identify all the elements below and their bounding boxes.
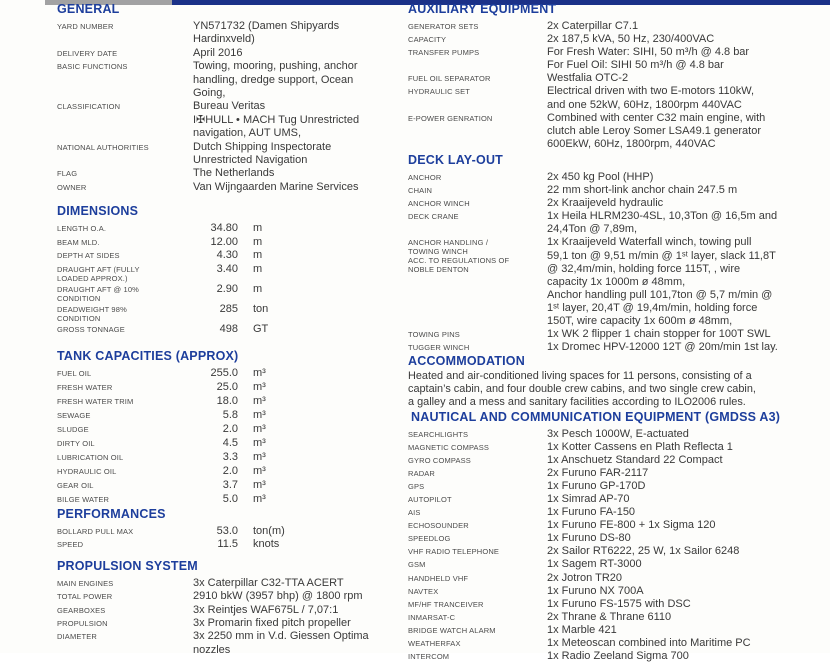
spec-value: 3x 2250 mm in V.d. Giessen Optima nozzles xyxy=(193,630,369,656)
spec-value: 2x Thrane & Thrane 6110 xyxy=(547,610,672,623)
spec-label: VHF RADIO TELEPHONE xyxy=(408,547,500,557)
spec-row xyxy=(57,367,402,380)
spec-row xyxy=(57,381,402,394)
spec-number: 4.5 xyxy=(222,436,238,449)
spec-row xyxy=(408,441,832,454)
spec-row xyxy=(408,467,832,480)
spec-row xyxy=(57,451,402,464)
spec-label: BILGE WATER xyxy=(57,494,110,504)
spec-label: AUTOPILOT xyxy=(408,495,452,504)
spec-value: 3x Reintjes WAF675L / 7,07:1 xyxy=(193,603,339,616)
spec-unit: knots xyxy=(253,538,280,551)
spec-unit: ton(m) xyxy=(253,524,285,537)
spec-label: AIS xyxy=(408,508,421,518)
section-performances xyxy=(57,507,402,552)
spec-number: 3.40 xyxy=(216,262,238,275)
spec-value: 1x Heila HLRM230-4SL, 10,3Ton @ 16,5m and 24,4Ton @ 7,89m, xyxy=(547,210,778,236)
spec-row xyxy=(57,617,402,630)
spec-value: 1x Sagem RT-3000 xyxy=(547,558,642,571)
spec-row xyxy=(57,303,402,323)
spec-value: 2x Furuno FAR-2117 xyxy=(547,466,649,479)
spec-label: WEATHERFAX xyxy=(408,639,461,649)
section-accommodation xyxy=(408,354,832,409)
spec-value: 3x Pesch 1000W, E-actuated xyxy=(547,427,689,440)
spec-unit: m³ xyxy=(253,464,266,477)
section-title-propulsion-system: PROPULSION SYSTEM xyxy=(57,558,198,573)
section-title-accommodation: ACCOMMODATION xyxy=(408,354,525,369)
spec-label: TOWING PINS xyxy=(408,330,460,340)
spec-number: 5.0 xyxy=(222,492,238,505)
spec-value: 1x Simrad AP-70 xyxy=(547,493,630,505)
spec-row xyxy=(408,112,832,151)
spec-label: SPEEDLOG xyxy=(408,534,451,544)
spec-label: HYDRAULIC OIL xyxy=(57,466,117,476)
spec-label: MAGNETIC COMPASS xyxy=(408,442,490,452)
spec-row xyxy=(57,590,402,603)
spec-label: DELIVERY DATE xyxy=(57,48,118,58)
spec-row xyxy=(57,249,402,262)
spec-number: 53.0 xyxy=(216,524,238,537)
spec-number: 18.0 xyxy=(216,394,238,407)
spec-row xyxy=(408,197,832,210)
spec-number: 2.0 xyxy=(222,422,238,435)
spec-label: TOTAL POWER xyxy=(57,592,113,602)
spec-row xyxy=(57,423,402,436)
spec-label: CAPACITY xyxy=(408,35,447,45)
spec-value: 1x Marble 421 xyxy=(547,623,617,636)
spec-number: 498 xyxy=(219,322,238,335)
spec-label: SLUDGE xyxy=(57,424,89,434)
spec-row xyxy=(57,167,402,180)
spec-row xyxy=(408,72,832,85)
spec-number: 4.30 xyxy=(216,249,238,262)
spec-label: LUBRICATION OIL xyxy=(57,452,124,462)
spec-label: GEARBOXES xyxy=(57,605,106,615)
spec-row xyxy=(57,465,402,478)
spec-row xyxy=(408,545,832,558)
spec-label: GPS xyxy=(408,481,425,491)
section-title-general: GENERAL xyxy=(57,2,120,16)
section-nautical-communication xyxy=(408,410,832,663)
spec-label: NAVTEX xyxy=(408,586,439,596)
spec-number: 25.0 xyxy=(216,380,238,393)
spec-row xyxy=(408,598,832,611)
spec-row xyxy=(57,283,402,303)
spec-row xyxy=(408,33,832,46)
section-title-dimensions: DIMENSIONS xyxy=(57,204,139,219)
spec-value: Combined with center C32 main engine, with clutch able Leroy Somer LSA49.1 generator 600EkW, 60Hz, 1800rpm, 440VAC xyxy=(547,111,766,150)
spec-value: 3x Promarin fixed pitch propeller xyxy=(193,616,351,629)
spec-label: DEPTH AT SIDES xyxy=(57,251,120,261)
spec-row xyxy=(408,428,832,441)
spec-row xyxy=(408,236,832,328)
spec-value: 1x Furuno FS-1575 with DSC xyxy=(547,597,691,610)
spec-label: LENGTH O.A. xyxy=(57,224,107,234)
spec-label: ANCHOR xyxy=(408,172,442,182)
section-title-tank-capacities: TANK CAPACITIES (APPROX) xyxy=(57,348,239,363)
spec-label: GROSS TONNAGE xyxy=(57,324,125,334)
spec-label: MF/HF TRANCEIVER xyxy=(408,599,484,609)
spec-label: TRANSFER PUMPS xyxy=(408,48,480,58)
spec-row xyxy=(408,171,832,184)
spec-value: 1x Furuno FA-150 xyxy=(547,506,636,519)
spec-label: FUEL OIL xyxy=(57,368,92,378)
spec-unit: m³ xyxy=(253,380,266,393)
spec-label: CLASSIFICATION xyxy=(57,102,121,112)
spec-label: FLAG xyxy=(57,169,78,179)
spec-label: E-POWER GENRATION xyxy=(408,113,493,123)
spec-row xyxy=(408,210,832,236)
spec-value: Towing, mooring, pushing, anchor handling, dredge support, Ocean Going, xyxy=(193,60,358,100)
spec-value: 1x Kotter Cassens en Plath Reflecta 1 xyxy=(547,440,733,453)
spec-unit: m³ xyxy=(253,478,266,491)
spec-row xyxy=(408,585,832,598)
spec-value: 1x Meteoscan combined into Maritime PC xyxy=(547,637,751,650)
spec-label: SEARCHLIGHTS xyxy=(408,429,469,439)
spec-value: 2x Jotron TR20 xyxy=(547,571,623,584)
spec-value: Van Wijngaarden Marine Services xyxy=(193,180,359,193)
section-title-deck-lay-out: DECK LAY-OUT xyxy=(408,152,504,167)
right-column xyxy=(408,2,832,663)
spec-row xyxy=(408,184,832,197)
spec-value: 2x 450 kg Pool (HHP) xyxy=(547,170,654,183)
spec-label: SPEED xyxy=(57,540,84,550)
spec-unit: m xyxy=(253,262,263,275)
spec-unit: m³ xyxy=(253,436,266,449)
spec-label: DIRTY OIL xyxy=(57,438,95,448)
section-title-nautical-communication: NAUTICAL AND COMMUNICATION EQUIPMENT (GMDSS A3) xyxy=(411,409,781,424)
spec-label: DEADWEIGHT 98% CONDITION xyxy=(57,304,127,323)
spec-unit: GT xyxy=(253,322,269,335)
spec-number: 3.7 xyxy=(222,478,238,491)
spec-label: BASIC FUNCTIONS xyxy=(57,62,128,72)
spec-unit: m³ xyxy=(253,408,266,421)
spec-row xyxy=(57,47,402,60)
spec-row xyxy=(57,409,402,422)
spec-value: 2x Caterpillar C7.1 xyxy=(547,20,639,32)
spec-value: 3x Caterpillar C32-TTA ACERT xyxy=(193,576,344,589)
spec-unit: m³ xyxy=(253,450,266,463)
spec-row xyxy=(408,558,832,571)
spec-label: INMARSAT-C xyxy=(408,612,456,622)
spec-label: DRAUGHT AFT @ 10% CONDITION xyxy=(57,284,139,303)
spec-label: ANCHOR HANDLING / TOWING WINCH ACC. TO REGULATIONS OF NOBLE DENTON xyxy=(408,238,510,275)
spec-row xyxy=(57,604,402,617)
spec-row xyxy=(57,181,402,194)
spec-number: 34.80 xyxy=(210,222,238,235)
section-propulsion-system xyxy=(57,559,402,657)
spec-unit: m³ xyxy=(253,394,266,407)
spec-row xyxy=(57,263,402,283)
spec-value: 2x Sailor RT6222, 25 W, 1x Sailor 6248 xyxy=(547,545,740,558)
spec-row xyxy=(57,100,402,140)
spec-label: YARD NUMBER xyxy=(57,22,114,31)
spec-label: CHAIN xyxy=(408,186,433,196)
spec-unit: m xyxy=(253,235,263,248)
spec-row xyxy=(408,46,832,72)
spec-number: 12.00 xyxy=(210,235,238,248)
spec-row xyxy=(57,577,402,590)
spec-value: 1x Dromec HPV-12000 12T @ 20m/min 1st lay. xyxy=(547,341,778,354)
spec-value: 1x Radio Zeeland Sigma 700 xyxy=(547,650,689,663)
spec-row xyxy=(57,222,402,235)
spec-label: OWNER xyxy=(57,182,87,192)
spec-row xyxy=(408,572,832,585)
spec-number: 5.8 xyxy=(222,408,238,421)
spec-value: April 2016 xyxy=(193,46,243,59)
spec-row xyxy=(57,141,402,168)
spec-unit: m³ xyxy=(253,366,266,379)
spec-value: 2910 bkW (3957 bhp) @ 1800 rpm xyxy=(193,590,363,603)
spec-row xyxy=(57,493,402,506)
spec-value: 1x Furuno FE-800 + 1x Sigma 120 xyxy=(547,519,716,532)
left-column xyxy=(57,2,402,657)
spec-row xyxy=(408,637,832,650)
spec-row xyxy=(408,650,832,663)
spec-label: FRESH WATER TRIM xyxy=(57,396,134,406)
spec-unit: m xyxy=(253,282,263,295)
spec-label: BOLLARD PULL MAX xyxy=(57,526,134,536)
spec-label: TUGGER WINCH xyxy=(408,343,470,353)
spec-unit: m³ xyxy=(253,492,266,505)
spec-row xyxy=(57,323,402,336)
spec-label: GSM xyxy=(408,560,426,570)
spec-label: DIAMETER xyxy=(57,632,97,642)
spec-row xyxy=(408,493,832,506)
spec-value: 1x Furuno GP-170D xyxy=(547,479,646,492)
spec-value: 2x 187,5 kVA, 50 Hz, 230/400VAC xyxy=(547,33,715,46)
spec-row xyxy=(408,624,832,637)
spec-row xyxy=(408,611,832,624)
spec-row xyxy=(57,20,402,47)
spec-row xyxy=(408,85,832,111)
spec-label: FUEL OIL SEPARATOR xyxy=(408,74,491,84)
spec-label: PROPULSION xyxy=(57,618,108,628)
section-title-performances: PERFORMANCES xyxy=(57,506,166,521)
spec-label: INTERCOM xyxy=(408,652,450,662)
spec-label: SEWAGE xyxy=(57,410,91,420)
spec-row xyxy=(57,630,402,657)
spec-row xyxy=(408,20,832,33)
spec-number: 11.5 xyxy=(217,538,238,551)
spec-label: ECHOSOUNDER xyxy=(408,521,469,531)
spec-row xyxy=(57,479,402,492)
spec-value: Westfalia OTC-2 xyxy=(547,72,629,85)
spec-row xyxy=(408,341,832,354)
spec-label: GENERATOR SETS xyxy=(408,22,479,31)
section-dimensions xyxy=(57,204,402,336)
section-deck-lay-out xyxy=(408,153,832,354)
spec-row xyxy=(57,236,402,249)
spec-unit: m³ xyxy=(253,422,266,435)
spec-value: 1x Kraaijeveld Waterfall winch, towing pull 59,1 ton @ 9,51 m/min @ 1ˢᵗ layer, slack 11,8T @ 32,4m/min, holding force 115T, , wire capacity 1x 1000m ø 48mm, Anchor handling pull 101,7ton @ 5,7 m/min @ 1ˢᵗ layer, 20,4T @ 19,4m/min, holding force 150T, wire capacity 1x 600m ø 48mm, xyxy=(547,236,776,327)
spec-unit: ton xyxy=(253,302,269,315)
spec-label: ANCHOR WINCH xyxy=(408,199,470,209)
spec-value: Electrical driven with two E-motors 110kW, and one 52kW, 60Hz, 1800rpm 440VAC xyxy=(547,85,755,111)
spec-value: 2x Kraaijeveld hydraulic xyxy=(547,197,664,210)
spec-value: For Fresh Water: SIHI, 50 m³/h @ 4.8 bar For Fuel Oil: SIHI 50 m³/h @ 4.8 bar xyxy=(547,46,750,72)
spec-label: BRIDGE WATCH ALARM xyxy=(408,625,496,635)
spec-label: DECK CRANE xyxy=(408,212,459,222)
spec-number: 2.0 xyxy=(222,464,238,477)
spec-number: 255.0 xyxy=(210,366,238,379)
spec-row xyxy=(408,506,832,519)
section-title-auxiliary-equipment: AUXILIARY EQUIPMENT xyxy=(408,2,557,16)
spec-row xyxy=(57,60,402,100)
spec-row xyxy=(408,532,832,545)
spec-number: 285 xyxy=(219,302,238,315)
spec-label: GYRO COMPASS xyxy=(408,455,471,465)
spec-label: NATIONAL AUTHORITIES xyxy=(57,142,149,152)
spec-label: HYDRAULIC SET xyxy=(408,87,470,97)
spec-row xyxy=(57,538,402,551)
section-auxiliary-equipment xyxy=(408,2,832,151)
spec-row xyxy=(408,328,832,341)
spec-row xyxy=(408,454,832,467)
spec-unit: m xyxy=(253,249,263,262)
spec-value: 22 mm short-link anchor chain 247.5 m xyxy=(547,184,738,197)
spec-label: DRAUGHT AFT (FULLY LOADED APPROX.) xyxy=(57,264,140,283)
spec-label: FRESH WATER xyxy=(57,382,113,392)
accommodation-text: Heated and air-conditioned living spaces for 11 persons, consisting of a captain’s cabin, and four double crew cabins, and two single crew cabin, a galley and a mess and sanitary facilities according to ILO2006 rules. xyxy=(408,370,756,409)
spec-value: 1x WK 2 flipper 1 chain stopper for 100T SWL xyxy=(547,328,771,341)
spec-row xyxy=(57,437,402,450)
spec-unit: m xyxy=(253,222,263,235)
spec-value: Bureau Veritas I✠HULL • MACH Tug Unrestricted navigation, AUT UMS, xyxy=(193,100,360,140)
spec-value: 1x Furuno DS-80 xyxy=(547,532,631,545)
spec-number: 3.3 xyxy=(222,450,238,463)
spec-label: MAIN ENGINES xyxy=(57,578,114,588)
spec-row xyxy=(408,519,832,532)
spec-row xyxy=(57,525,402,538)
spec-label: RADAR xyxy=(408,468,436,478)
spec-value: YN571732 (Damen Shipyards Hardinxveld) xyxy=(193,20,340,46)
spec-label: BEAM MLD. xyxy=(57,237,100,247)
spec-value: Dutch Shipping Inspectorate Unrestricted Navigation xyxy=(193,140,332,167)
section-general xyxy=(57,2,402,194)
spec-value: 1x Anschuetz Standard 22 Compact xyxy=(547,453,723,466)
spec-label: GEAR OIL xyxy=(57,480,94,490)
spec-value: The Netherlands xyxy=(193,167,275,180)
spec-label: HANDHELD VHF xyxy=(408,573,469,583)
spec-row xyxy=(57,395,402,408)
section-tank-capacities xyxy=(57,349,402,506)
spec-value: 1x Furuno NX 700A xyxy=(547,584,644,597)
spec-row xyxy=(408,480,832,493)
spec-number: 2.90 xyxy=(216,282,238,295)
